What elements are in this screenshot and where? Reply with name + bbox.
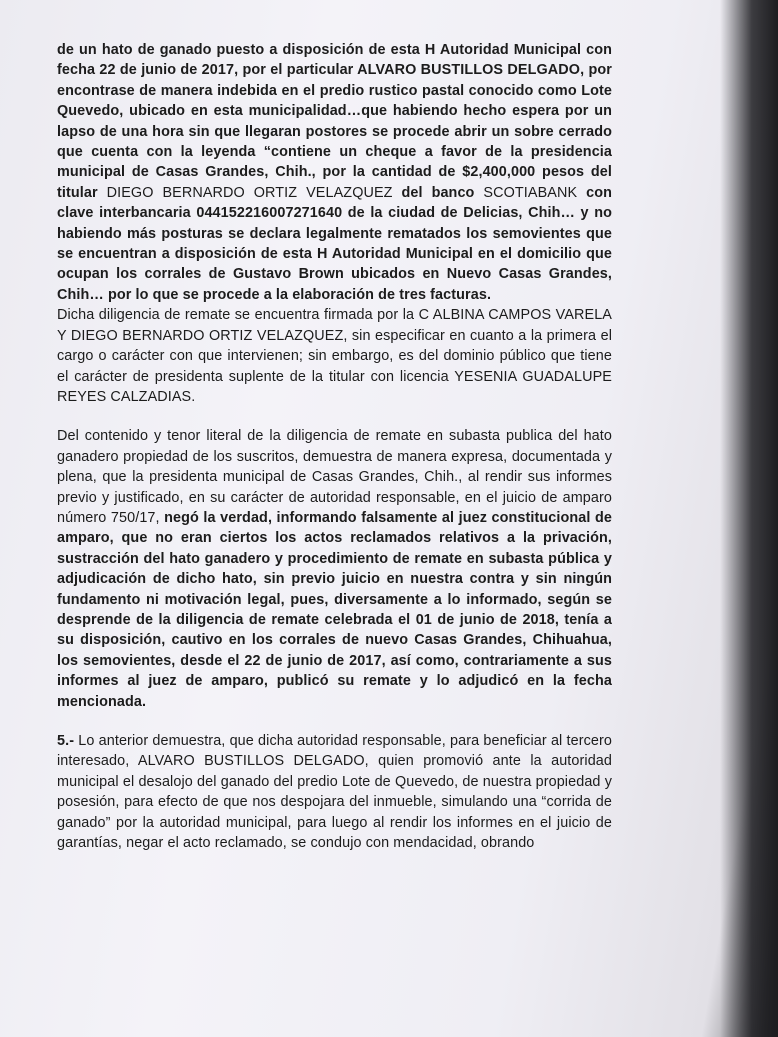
text-span: Dicha diligencia de remate se encuentra firmada por la C	[57, 307, 433, 324]
text-span: , quien promovió ante la autoridad municipal el desalojo del ganado del predio Lote de Quevedo, de nuestra propiedad y posesión, para efecto de que nos despojara del inmueble, simulando una “corrida de ganado” por la autoridad municipal, para luego al rendir los informes en el juicio de garantías, negar el acto reclamado, se condujo con mendacidad, obrando	[57, 753, 612, 852]
text-span: , sin especificar en cuanto a la primera el cargo o carácter con que intervienen; sin embargo, es del dominio público que tiene el carácter de presidenta suplente de la titular con licencia	[57, 327, 612, 385]
text-span: del banco	[392, 184, 484, 201]
paragraph-gap	[57, 407, 612, 426]
paragraph-4	[57, 731, 612, 853]
emphasized-text: negó la verdad, informando falsamente al juez constitucional de amparo, que no eran ciertos los actos reclamados relativos a la privación, sustracción del hato ganadero y procedimiento de remate en subasta pública y adjudicación de dicho hato, sin previo juicio en nuestra contra y sin ningún fundamento ni motivación legal, pues, diversamente a lo informado, según se desprende de la diligencia de remate celebrada el 01 de junio de 2018, tenía a su disposición, cautivo en los corrales de nuevo Casas Grandes, Chihuahua, los semovientes, desde el 22 de junio de 2017, así como, contrariamente a sus informes al juez de amparo, publicó su remate y lo adjudicó en la fecha mencionada.	[57, 509, 612, 710]
paragraph-gap	[57, 712, 612, 731]
paragraph-3	[57, 426, 612, 712]
name-alvaro-bustillos: ALVARO BUSTILLOS DELGADO	[137, 753, 365, 770]
text-span: , por encontrase de manera indebida en el predio rustico pastal conocido como Lote Quevedo, ubicado en esta municipalidad…que habiendo hecho espera por un lapso de una hora sin que llegaran postores se procede abrir un sobre cerrado que cuenta con la leyenda “contiene un cheque a favor de la presidencia municipal de Casas Grandes, Chih., por la cantidad de $2,400,000 pesos del titular	[57, 62, 612, 201]
bank-name: SCOTIABANK	[483, 184, 578, 201]
text-span: con clave interbancaria 044152216007271640 de la ciudad de Delicias, Chih… y no habiendo más posturas se declara legalmente rematados los semovientes que se encuentran a disposición de esta H Autoridad Municipal en el domicilio que ocupan los corrales de Gustavo Brown ubicados en Nuevo Casas Grandes, Chih… por lo que se procede a la elaboración de tres facturas.	[57, 184, 613, 303]
page-edge-shadow	[720, 0, 778, 1037]
text-span: .	[191, 388, 196, 405]
name-yesenia-reyes: YESENIA GUADALUPE REYES CALZADIAS	[57, 368, 612, 405]
text-span: Del contenido y tenor literal de la diligencia de remate en subasta publica del hato ganadero propiedad de los suscritos, demuestra de manera expresa, documentada y plena, que la presidenta municipal de Casas Grandes, Chih., al rendir sus informes previo y justificado, en su carácter de autoridad responsable, en el juicio de amparo número 750/17,	[57, 428, 612, 526]
paragraph-1	[57, 40, 612, 305]
document-body	[57, 40, 612, 853]
item-number: 5.-	[57, 733, 75, 749]
text-span: de un hato de ganado puesto a disposición de esta H Autoridad Municipal con fecha 22 de junio de 2017, por el particular	[57, 42, 612, 79]
paragraph-2	[57, 305, 612, 407]
name-alvaro-bustillos: ALVARO BUSTILLOS DELGADO	[357, 62, 581, 79]
text-span: Lo anterior demuestra, que dicha autoridad responsable, para beneficiar al tercero interesado,	[57, 733, 612, 770]
name-diego-ortiz: DIEGO BERNARDO ORTIZ VELAZQUEZ	[106, 184, 393, 201]
signatory-names: ALBINA CAMPOS VARELA Y DIEGO BERNARDO ORTIZ VELAZQUEZ	[57, 307, 613, 344]
